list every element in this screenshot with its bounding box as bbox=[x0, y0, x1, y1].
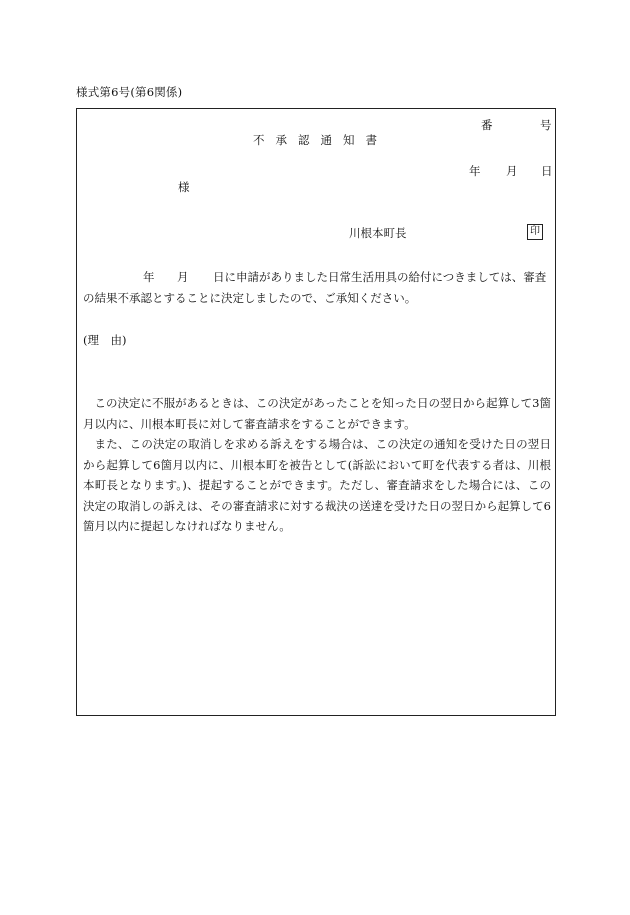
appeal-notice bbox=[83, 393, 551, 537]
reason-label: (理 由) bbox=[83, 333, 127, 347]
addressee-suffix: 様 bbox=[178, 180, 190, 194]
date-day-label: 日 bbox=[541, 164, 553, 178]
application-year-label: 年 bbox=[143, 270, 155, 284]
document-title: 不承認通知書 bbox=[253, 133, 388, 147]
date-month-label: 月 bbox=[506, 164, 518, 178]
intro-line-1: 日に申請がありました日常生活用具の給付につきましては、審査 bbox=[213, 270, 547, 284]
number-label-ban: 番 bbox=[481, 118, 493, 132]
seal-mark: 印 bbox=[527, 224, 543, 240]
date-year-label: 年 bbox=[469, 164, 481, 178]
notice-paragraph-2: また、この決定の取消しを求める訴えをする場合は、この決定の通知を受けた日の翌日から起算して6箇月以内に、川根本町を被告として(訴訟において町を代表する者は、川根本町長となります。)、提起することができます。ただし、審査請求をした場合には、この決定の取消しの訴えは、その審査請求に対する裁決の送達を受けた日の翌日から起算して6箇月以内に提起しなければなりません。 bbox=[83, 437, 551, 533]
document-frame bbox=[76, 108, 556, 716]
intro-line-2: の結果不承認とすることに決定しましたので、ご承知ください。 bbox=[83, 291, 417, 305]
application-month-label: 月 bbox=[177, 270, 189, 284]
issuer-name: 川根本町長 bbox=[349, 226, 407, 240]
number-label-go: 号 bbox=[540, 118, 552, 132]
form-number: 様式第6号(第6関係) bbox=[76, 85, 183, 99]
notice-paragraph-1: この決定に不服があるときは、この決定があったことを知った日の翌日から起算して3箇月以内に、川根本町長に対して審査請求をすることができます。 bbox=[83, 396, 551, 431]
